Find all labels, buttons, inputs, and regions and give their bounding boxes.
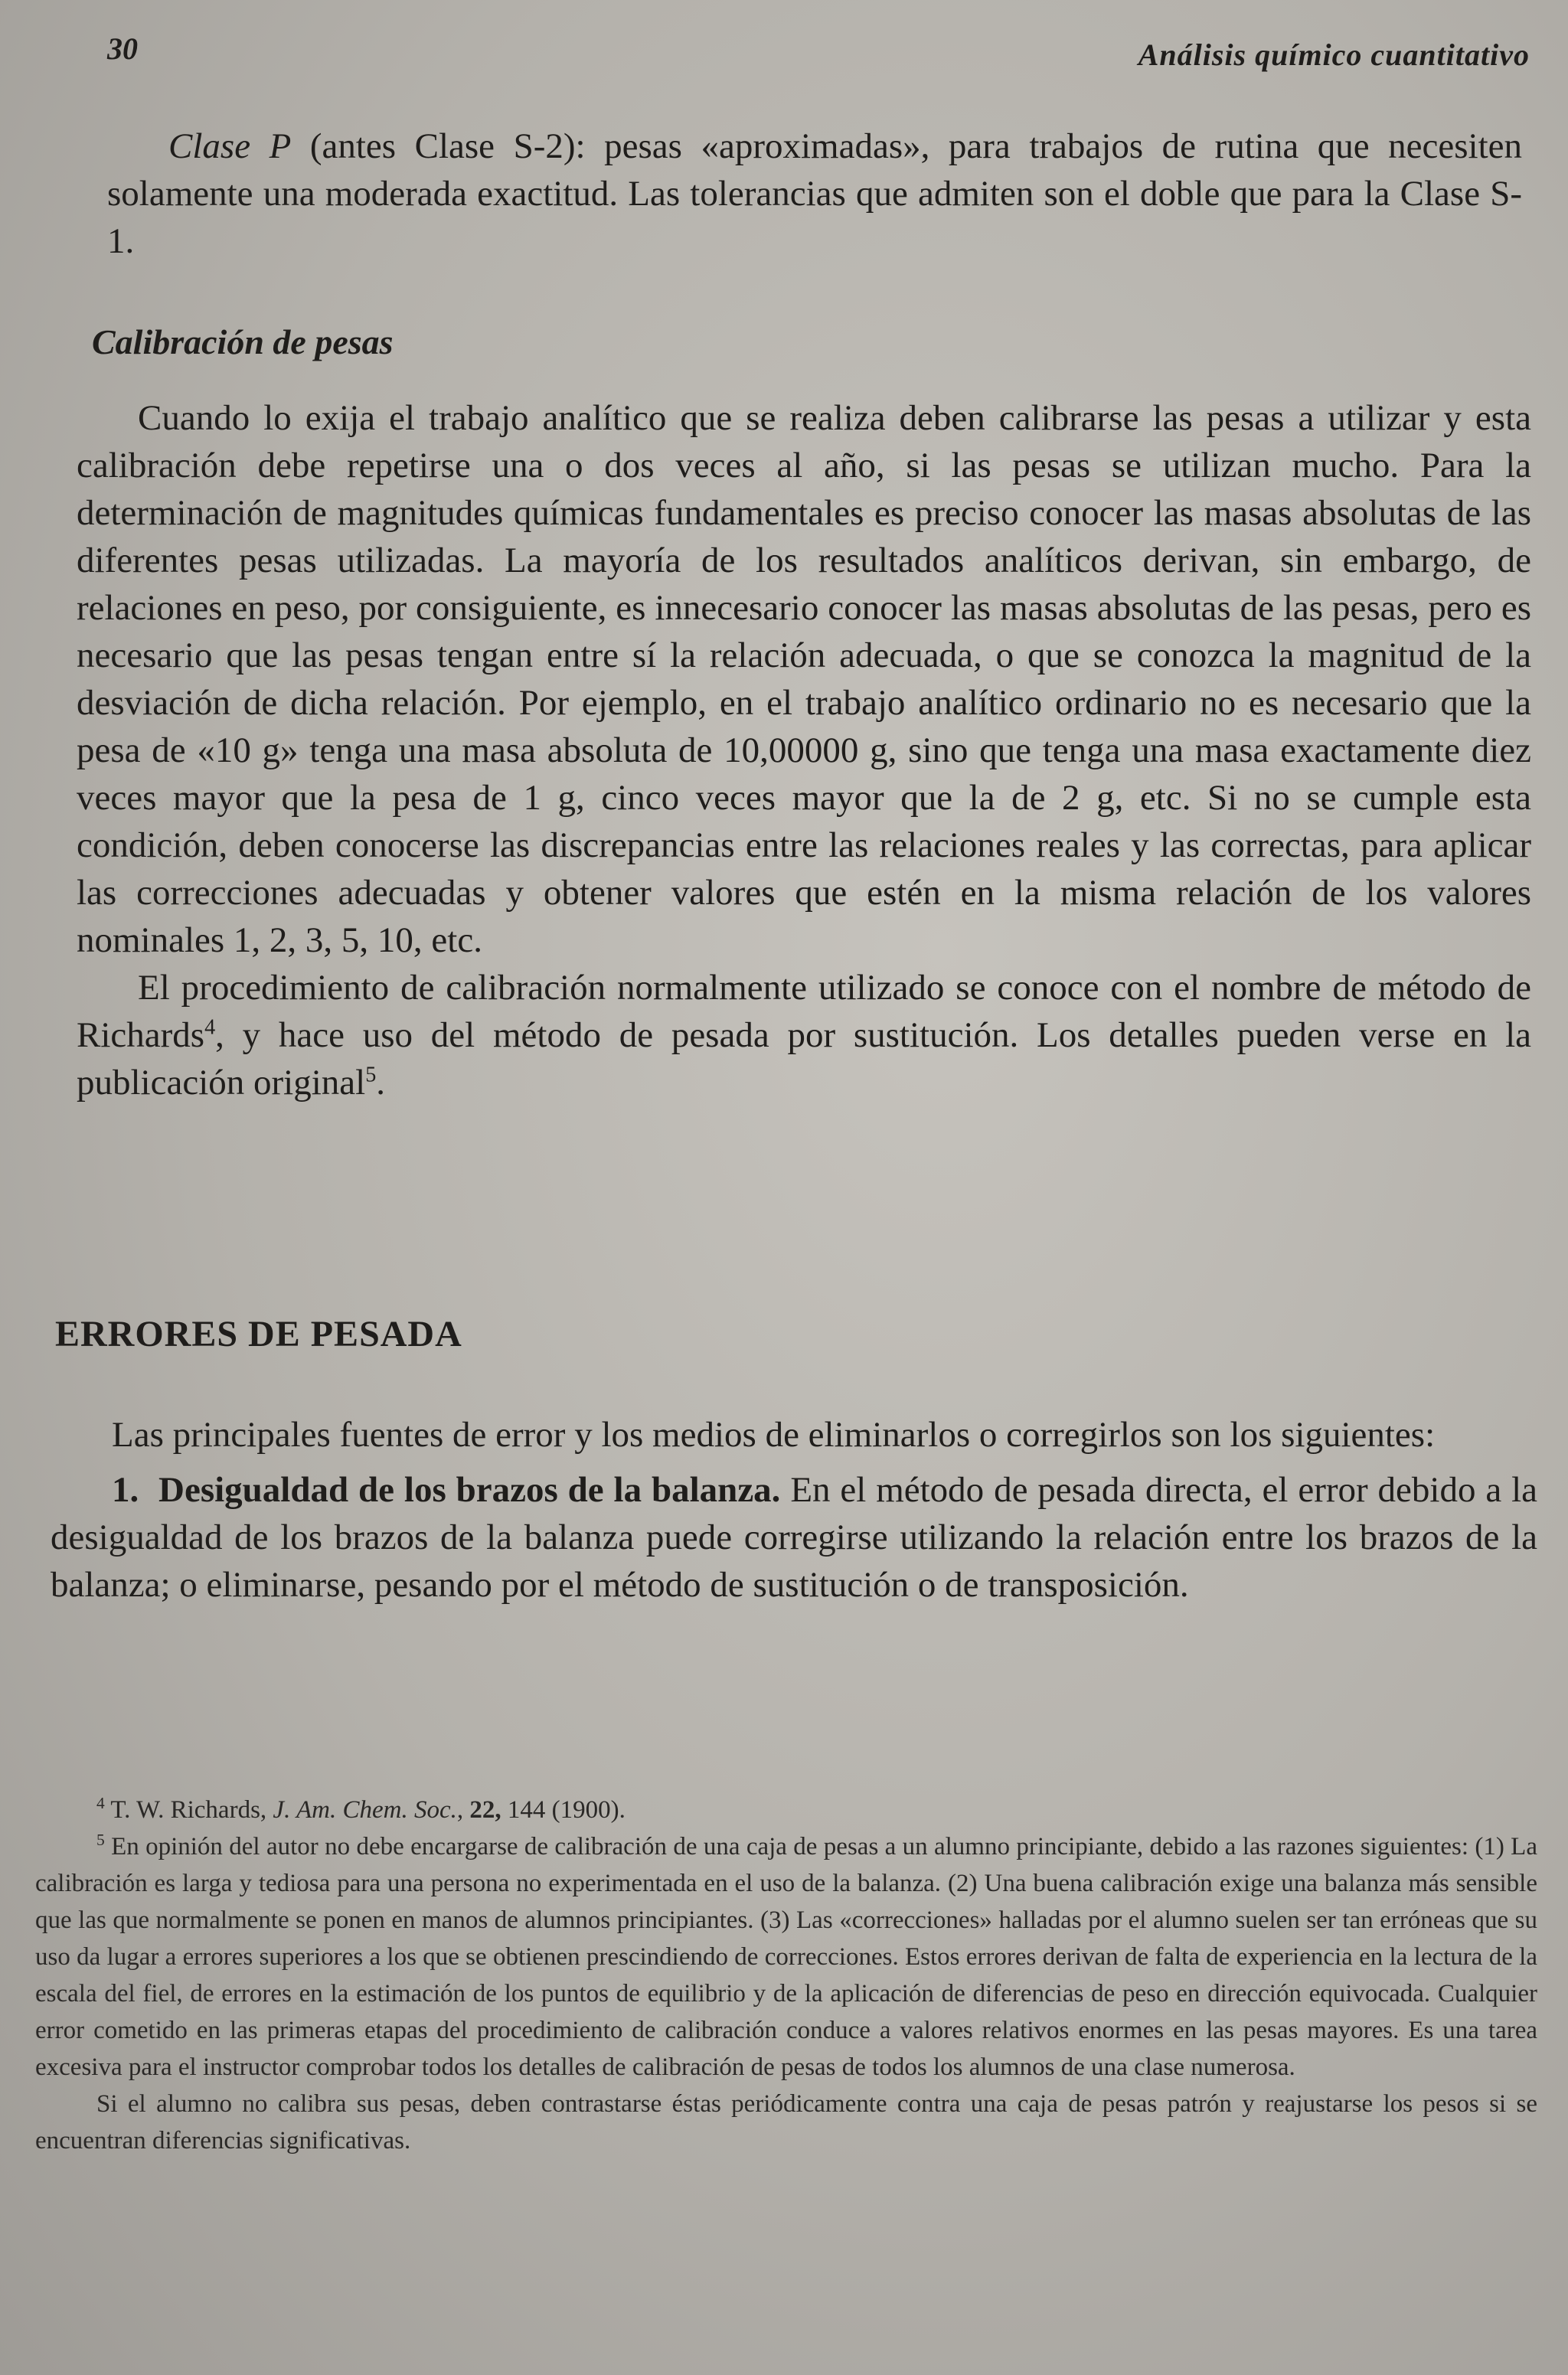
footnote-4-mark: 4 — [96, 1794, 105, 1812]
footnote-5-mark: 5 — [96, 1831, 105, 1849]
calibracion-p2-text-b: , y hace uso del método de pesada por sustitución. Los detalles pueden verse en la publicación original — [77, 1015, 1531, 1103]
calibracion-p2-text-c: . — [376, 1063, 386, 1103]
page-header — [107, 31, 1530, 77]
errores-item-1 — [51, 1466, 1537, 1609]
calibracion-paragraph-2 — [77, 964, 1531, 1106]
calibracion-section — [77, 394, 1531, 1106]
footnote-4-journal: J. Am. Chem. Soc. — [273, 1796, 457, 1824]
footnote-4-sep: , — [456, 1796, 470, 1824]
footnote-4 — [35, 1792, 1537, 1828]
errores-intro: Las principales fuentes de error y los medios de eliminarlos o corregirlos son los siguientes: — [112, 1415, 1436, 1455]
errores-item-1-title: Desigualdad de los brazos de la balanza. — [158, 1470, 781, 1510]
footnote-4-author: T. W. Richards, — [104, 1796, 273, 1824]
footnote-4-rest: 144 (1900). — [501, 1796, 626, 1824]
clase-p-text: (antes Clase S-2): pesas «aproximadas», para trabajos de rutina que necesiten solamente una moderada exactitud. Las tolerancias que admiten son el doble que para la Clase S-1. — [107, 126, 1522, 261]
clase-p-label: Clase P — [168, 126, 292, 166]
calibracion-p2-text-a: El procedimiento de calibración normalmente utilizado se conoce con el nombre de método de Richards — [77, 968, 1531, 1055]
footnote-ref-5: 5 — [365, 1063, 377, 1087]
calibracion-heading: Calibración de pesas — [92, 322, 394, 361]
clase-p-paragraph — [107, 123, 1522, 265]
errores-item-1-number: 1. — [112, 1470, 139, 1510]
running-title: Análisis químico cuantitativo — [1138, 38, 1530, 72]
errores-section — [51, 1411, 1537, 1609]
footnote-5-continuation: Si el alumno no calibra sus pesas, deben contrastarse éstas periódicamente contra una caja de pesas patrón y reajustarse los pesos si se encuentran diferencias significativas. — [35, 2090, 1537, 2154]
errores-item-1-text: En el método de pesada directa, el error debido a la desigualdad de los brazos de la balanza puede corregirse utilizando la relación entre los brazos de la balanza; o eliminarse, pesando por el método de sustitución o de transposición. — [51, 1470, 1537, 1605]
footnote-4-volume: 22, — [469, 1796, 501, 1824]
errores-heading: ERRORES DE PESADA — [55, 1314, 462, 1354]
footnote-5-text: En opinión del autor no debe encargarse de calibración de una caja de pesas a un alumno principiante, debido a las razones siguientes: (1) La calibración es larga y tediosa para una persona no experimentada en el uso de la balanza. (2) Una buena calibración exige una balanza más sensible que las que normalmente se ponen en manos de alumnos principiantes. (3) Las «correcciones» halladas por el alumno suelen ser tan erróneas que su uso da lugar a errores superiores a los que se obtienen prescindiendo de correcciones. Estos errores derivan de falta de experiencia en la lectura de la escala del fiel, de errores en la estimación de los puntos de equilibrio y de la aplicación de diferencias de peso en dirección equivocada. Cualquier error cometido en las primeras etapas del procedimiento de calibración conduce a valores relativos enormes en las pesas mayores. Es una tarea excesiva para el instructor comprobar todos los detalles de calibración de pesas de todos los alumnos de una clase numerosa. — [35, 1833, 1537, 2081]
footnotes — [35, 1792, 1537, 2159]
page-number: 30 — [107, 31, 138, 66]
footnote-5 — [35, 1828, 1537, 2086]
calibracion-paragraph-1: Cuando lo exija el trabajo analítico que se realiza deben calibrarse las pesas a utilizar y esta calibración debe repetirse una o dos veces al año, si las pesas se utilizan mucho. Para la determinación de magnitudes químicas fundamentales es preciso conocer las masas absolutas de las diferentes pesas utilizadas. La mayoría de los resultados analíticos derivan, sin embargo, de relaciones en peso, por consiguiente, es innecesario conocer las masas absolutas de las pesas, pero es necesario que las pesas tengan entre sí la relación adecuada, o que se conozca la magnitud de la desviación de dicha relación. Por ejemplo, en el trabajo analítico ordinario no es necesario que la pesa de «10 g» tenga una masa absoluta de 10,00000 g, sino que tenga una masa exactamente diez veces mayor que la pesa de 1 g, cinco veces mayor que la de 2 g, etc. Si no se cumple esta condición, deben conocerse las discrepancias entre las relaciones reales y las correctas, para aplicar las correcciones adecuadas y obtener valores que estén en la misma relación de los valores nominales 1, 2, 3, 5, 10, etc. — [77, 398, 1531, 960]
footnote-ref-4: 4 — [204, 1015, 216, 1040]
